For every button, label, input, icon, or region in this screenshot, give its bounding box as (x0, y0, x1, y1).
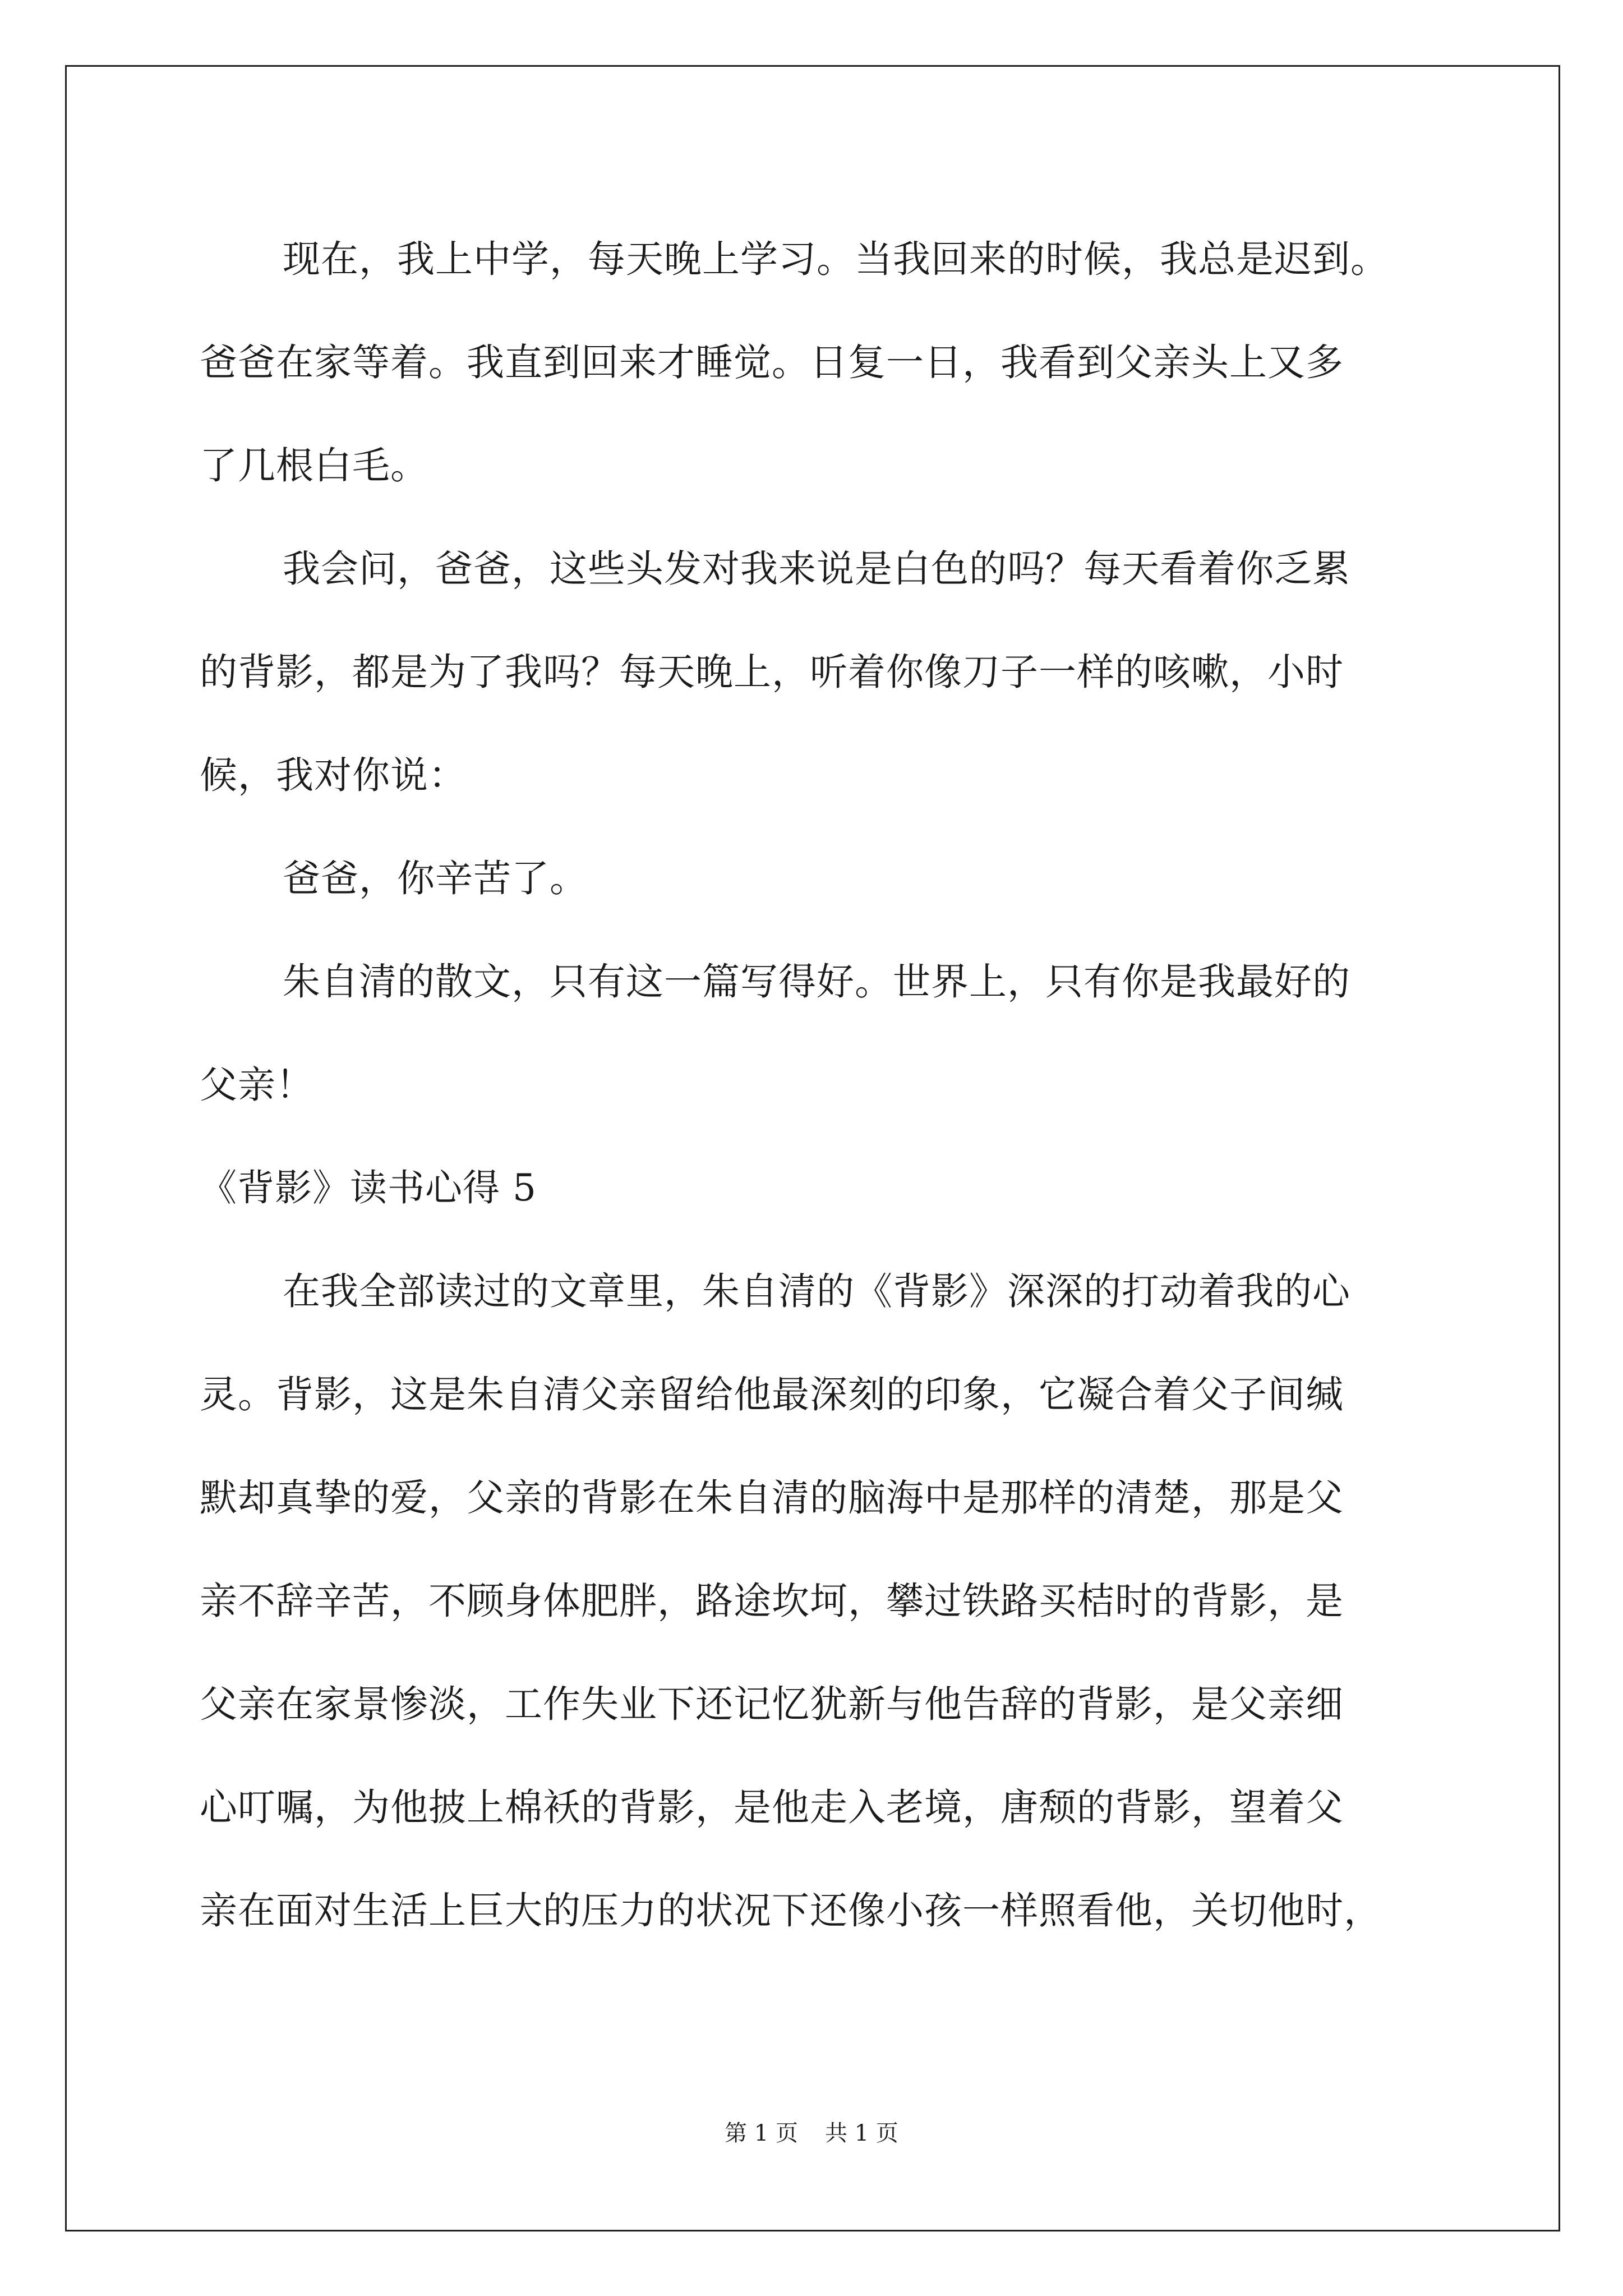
paragraph-line: 候，我对你说： (200, 753, 467, 797)
paragraph-line: 灵。背影，这是朱自清父亲留给他最深刻的印象，它凝合着父子间缄 (200, 1373, 1344, 1416)
paragraph-line: 父亲！ (200, 1063, 314, 1107)
section-heading: 《背影》读书心得 5 (200, 1166, 537, 1209)
paragraph-line: 的背影，都是为了我吗？每天晚上，听着你像刀子一样的咳嗽，小时 (200, 650, 1344, 694)
paragraph-line: 爸爸在家等着。我直到回来才睡觉。日复一日，我看到父亲头上又多 (200, 341, 1344, 384)
paragraph-line: 默却真挚的爱，父亲的背影在朱自清的脑海中是那样的清楚，那是父 (200, 1476, 1344, 1520)
page-number: 第 1 页 (725, 2120, 798, 2146)
paragraph-line: 心叮嘱，为他披上棉袄的背影，是他走入老境，唐颓的背影，望着父 (200, 1786, 1344, 1829)
paragraph-line: 朱自清的散文，只有这一篇写得好。世界上，只有你是我最好的 (283, 960, 1350, 1004)
page-total: 共 1 页 (825, 2120, 898, 2146)
paragraph-line: 在我全部读过的文章里，朱自清的《背影》深深的打动着我的心 (283, 1269, 1350, 1313)
paragraph-line: 亲不辞辛苦，不顾身体肥胖，路途坎坷，攀过铁路买桔时的背影，是 (200, 1579, 1344, 1623)
paragraph-line: 亲在面对生活上巨大的压力的状况下还像小孩一样照看他，关切他时， (200, 1889, 1382, 1932)
paragraph-line: 了几根白毛。 (200, 444, 428, 487)
paragraph-line: 爸爸，你辛苦了。 (283, 857, 588, 900)
paragraph-line: 现在，我上中学，每天晚上学习。当我回来的时候，我总是迟到。 (283, 237, 1389, 281)
paragraph-line: 我会问，爸爸，这些头发对我来说是白色的吗？每天看着你乏累 (283, 547, 1350, 591)
page-footer (0, 2116, 1623, 2150)
paragraph-line: 父亲在家景惨淡，工作失业下还记忆犹新与他告辞的背影，是父亲细 (200, 1682, 1344, 1726)
document-body (200, 208, 1433, 1962)
